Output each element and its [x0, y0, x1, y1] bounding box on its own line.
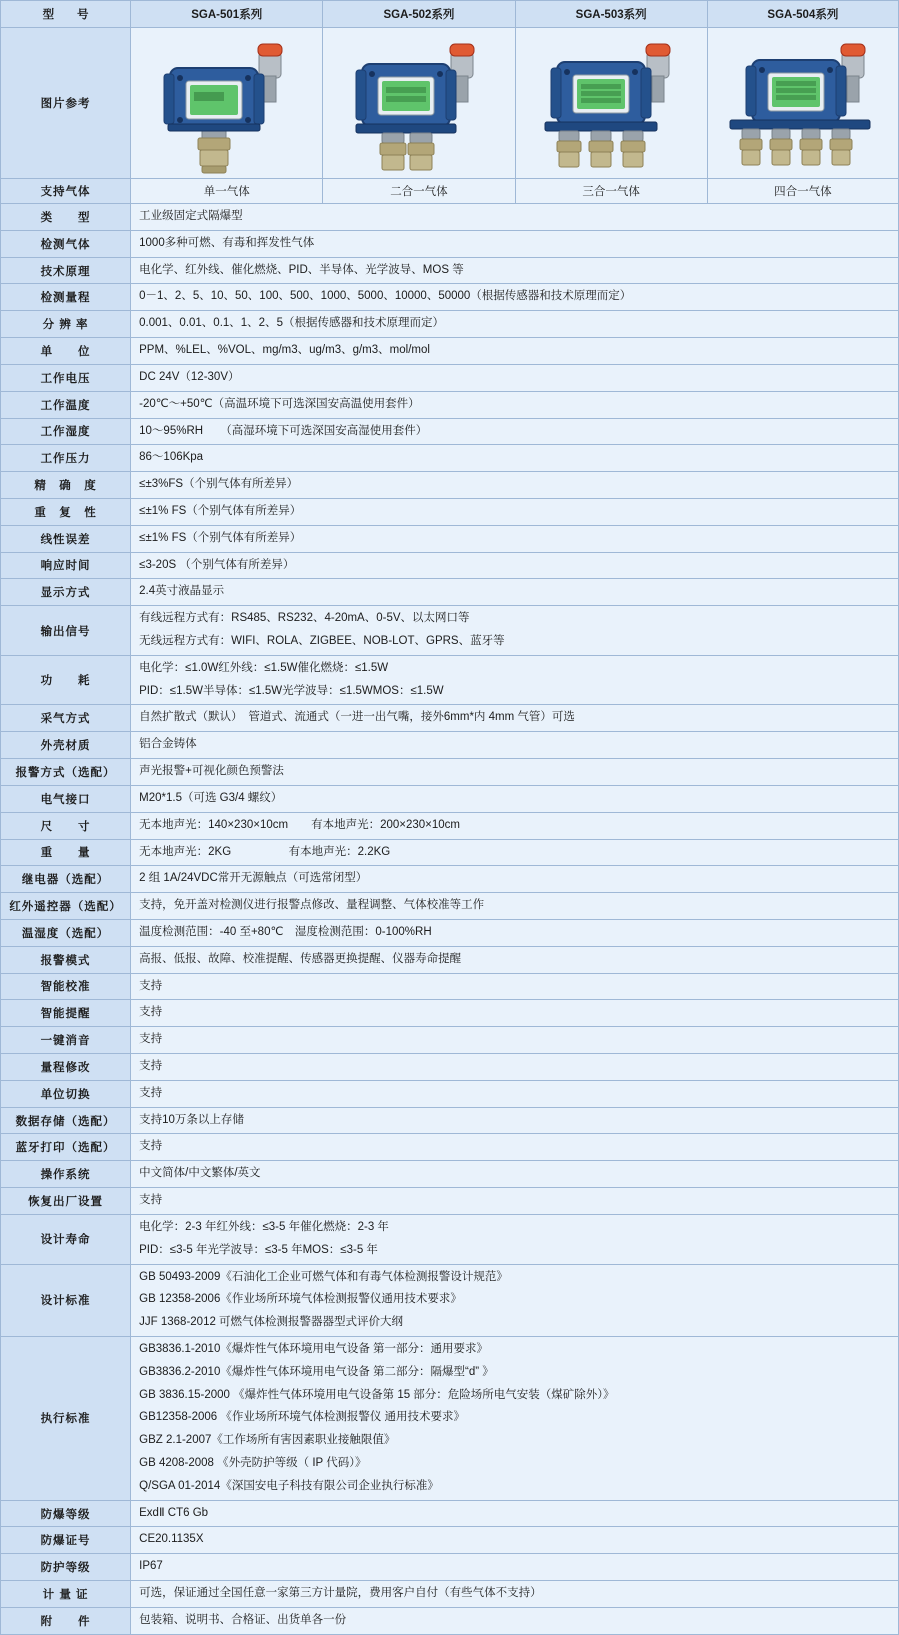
table-row: [1, 973, 899, 1000]
product-image-502: [323, 28, 515, 179]
row-label: 响应时间: [1, 552, 131, 579]
row-value: 无本地声光：140×230×10cm 有本地声光：200×230×10cm: [131, 812, 899, 839]
table-row-lifespan: [1, 1214, 899, 1264]
table-row-output-signal: [1, 606, 899, 656]
lifespan-line-1: [139, 1219, 890, 1237]
row-value: 支持: [131, 973, 899, 1000]
row-value: 2.4英寸液晶显示: [131, 579, 899, 606]
row-value-design-standard: [131, 1264, 899, 1336]
table-row-power: [1, 655, 899, 705]
row-value: 无本地声光：2KG 有本地声光：2.2KG: [131, 839, 899, 866]
detector-illustration-4: [708, 28, 898, 178]
row-label-image-reference: 图片参考: [1, 28, 131, 179]
table-row: [1, 391, 899, 418]
lifespan-infrared: 红外线：≤3-5 年: [216, 1220, 301, 1233]
lifespan-electrochemical: 电化学：2-3 年: [139, 1220, 217, 1233]
table-row: [1, 893, 899, 920]
product-image-503: [515, 28, 707, 179]
row-value: 支持: [131, 1000, 899, 1027]
row-label: 工作温度: [1, 391, 131, 418]
row-label: 红外遥控器（选配）: [1, 893, 131, 920]
product-image-504: [707, 28, 898, 179]
lifespan-pid: PID：≤3-5 年: [139, 1243, 208, 1256]
row-value: 支持: [131, 1027, 899, 1054]
row-label: 技术原理: [1, 257, 131, 284]
row-value: 0.001、0.01、0.1、1、2、5（根据传感器和技术原理而定）: [131, 311, 899, 338]
row-value-output-signal: [131, 606, 899, 656]
row-label: 检测量程: [1, 284, 131, 311]
row-label-design-standard: 设计标准: [1, 1264, 131, 1336]
power-line-1: [139, 660, 890, 678]
row-value: 2 组 1A/24VDC常开无源触点（可选常闭型）: [131, 866, 899, 893]
table-row: [1, 732, 899, 759]
row-value: 声光报警+可视化颜色预警法: [131, 759, 899, 786]
row-label: 蓝牙打印（选配）: [1, 1134, 131, 1161]
row-label: 显示方式: [1, 579, 131, 606]
power-catalytic: 催化燃烧：≤1.5W: [297, 661, 389, 674]
row-label: 防爆证号: [1, 1527, 131, 1554]
lifespan-line-2: [139, 1242, 890, 1260]
gas-support-4: 四合一气体: [707, 179, 898, 204]
row-value: 10～95%RH （高湿环境下可选深国安高湿使用套件）: [131, 418, 899, 445]
table-row: [1, 525, 899, 552]
row-value: 包装箱、说明书、合格证、出货单各一份: [131, 1607, 899, 1634]
table-row: [1, 418, 899, 445]
power-pid: PID：≤1.5W: [139, 684, 203, 697]
row-label: 单 位: [1, 338, 131, 365]
exec-standard-line: GB12358-2006 《作业场所环境气体检测报警仪 通用技术要求》: [139, 1411, 466, 1424]
row-value: 温度检测范围：-40 至+80℃ 湿度检测范围：0-100%RH: [131, 919, 899, 946]
product-image-501: [131, 28, 323, 179]
exec-standard-line: GB 3836.15-2000 《爆炸性气体环境用电气设备第 15 部分：危险场所电气安装（煤矿除外）》: [139, 1388, 615, 1401]
table-row: [1, 1080, 899, 1107]
design-standard-line: GB 12358-2006《作业场所环境气体检测报警仪通用技术要求》: [139, 1293, 462, 1306]
table-row-gas-support: [1, 179, 899, 204]
lifespan-catalytic: 催化燃烧：2-3 年: [300, 1220, 389, 1233]
row-value: 高报、低报、故障、校准提醒、传感器更换提醒、仪器寿命提醒: [131, 946, 899, 973]
row-label: 计 量 证: [1, 1581, 131, 1608]
row-value: 86～106Kpa: [131, 445, 899, 472]
exec-standard-line: Q/SGA 01-2014《深国安电子科技有限公司企业执行标准》: [139, 1479, 439, 1492]
power-line-2: [139, 683, 890, 701]
table-row: [1, 257, 899, 284]
row-label: 防爆等级: [1, 1500, 131, 1527]
table-row: [1, 785, 899, 812]
exec-standard-line: GB 4208-2008 《外壳防护等级（ IP 代码）》: [139, 1457, 367, 1469]
power-semiconductor: 半导体：≤1.5W: [202, 684, 283, 697]
row-value: ≤±1% FS（个别气体有所差异）: [131, 498, 899, 525]
detector-illustration-3: [516, 28, 707, 178]
table-row: [1, 552, 899, 579]
row-label-model: 型 号: [1, 1, 131, 28]
row-value: 支持: [131, 1134, 899, 1161]
model-header-4: SGA-504系列: [707, 1, 898, 28]
row-value: 可选，保证通过全国任意一家第三方计量院，费用客户自付（有些气体不支持）: [131, 1581, 899, 1608]
row-label: 采气方式: [1, 705, 131, 732]
table-row: [1, 946, 899, 973]
detector-illustration-2: [323, 28, 514, 178]
table-row: [1, 1607, 899, 1634]
table-row: [1, 812, 899, 839]
power-infrared: 红外线：≤1.5W: [218, 661, 298, 674]
table-row: [1, 311, 899, 338]
row-label: 单位切换: [1, 1080, 131, 1107]
row-label: 外壳材质: [1, 732, 131, 759]
table-row: [1, 472, 899, 499]
model-header-2: SGA-502系列: [323, 1, 515, 28]
row-label: 操作系统: [1, 1161, 131, 1188]
lifespan-optical-waveguide: 光学波导：≤3-5 年: [207, 1243, 303, 1256]
table-row-model: [1, 1, 899, 28]
table-row-exec-standard: [1, 1336, 899, 1500]
row-label-gas-support: 支持气体: [1, 179, 131, 204]
row-value: PPM、%LEL、%VOL、mg/m3、ug/m3、g/m3、mol/mol: [131, 338, 899, 365]
exec-standard-line: GB3836.2-2010《爆炸性气体环境用电气设备 第二部分：隔爆型“d” 》: [139, 1365, 494, 1378]
row-value: ≤±1% FS（个别气体有所差异）: [131, 525, 899, 552]
table-row: [1, 1000, 899, 1027]
row-label: 报警方式（选配）: [1, 759, 131, 786]
table-row: [1, 919, 899, 946]
row-value: IP67: [131, 1554, 899, 1581]
table-row: [1, 1188, 899, 1215]
row-label: 工作压力: [1, 445, 131, 472]
table-row: [1, 230, 899, 257]
row-value-power: [131, 655, 899, 705]
row-label: 工作电压: [1, 364, 131, 391]
table-row: [1, 1500, 899, 1527]
gas-support-3: 三合一气体: [515, 179, 707, 204]
table-row-design-standard: [1, 1264, 899, 1336]
row-value: 支持: [131, 1080, 899, 1107]
row-value: 支持10万条以上存储: [131, 1107, 899, 1134]
row-label: 工作湿度: [1, 418, 131, 445]
row-label: 尺 寸: [1, 812, 131, 839]
row-value: 1000多种可燃、有毒和挥发性气体: [131, 230, 899, 257]
table-row: [1, 364, 899, 391]
row-label: 重 复 性: [1, 498, 131, 525]
table-row: [1, 839, 899, 866]
row-label: 智能校准: [1, 973, 131, 1000]
table-row: [1, 204, 899, 231]
row-value-lifespan: [131, 1214, 899, 1264]
row-label: 精 确 度: [1, 472, 131, 499]
row-label-power: 功 耗: [1, 655, 131, 705]
table-row: [1, 866, 899, 893]
table-row: [1, 1161, 899, 1188]
row-label: 恢复出厂设置: [1, 1188, 131, 1215]
exec-standard-line: GBZ 2.1-2007《工作场所有害因素职业接触限值》: [139, 1434, 396, 1447]
table-row: [1, 1527, 899, 1554]
row-label: 继电器（选配）: [1, 866, 131, 893]
model-header-3: SGA-503系列: [515, 1, 707, 28]
table-row-images: [1, 28, 899, 179]
output-signal-wired: 有线远程方式有：RS485、RS232、4-20mA、0-5V、以太网口等: [139, 612, 470, 625]
row-value: 中文简体/中文繁体/英文: [131, 1161, 899, 1188]
output-signal-wireless: 无线远程方式有：WIFI、ROLA、ZIGBEE、NOB-LOT、GPRS、蓝牙等: [139, 635, 505, 647]
row-label: 温湿度（选配）: [1, 919, 131, 946]
detector-illustration-1: [131, 28, 322, 178]
power-electrochemical: 电化学：≤1.0W: [139, 661, 219, 674]
gas-support-2: 二合一气体: [323, 179, 515, 204]
row-label: 检测气体: [1, 230, 131, 257]
row-label: 防护等级: [1, 1554, 131, 1581]
row-value: ≤±3%FS（个别气体有所差异）: [131, 472, 899, 499]
row-value: 工业级固定式隔爆型: [131, 204, 899, 231]
table-row: [1, 759, 899, 786]
row-value: CE20.1135X: [131, 1527, 899, 1554]
row-value: M20*1.5（可选 G3/4 螺纹）: [131, 785, 899, 812]
row-value: 自然扩散式（默认） 管道式、流通式（一进一出气嘴，接外6mm*内 4mm 气管）可选: [131, 705, 899, 732]
row-value: 支持，免开盖对检测仪进行报警点修改、量程调整、气体校准等工作: [131, 893, 899, 920]
row-value: 电化学、红外线、催化燃烧、PID、半导体、光学波导、MOS 等: [131, 257, 899, 284]
row-value-exec-standard: [131, 1336, 899, 1500]
lifespan-mos: MOS：≤3-5 年: [302, 1243, 378, 1256]
row-value: ExdⅡ CT6 Gb: [131, 1500, 899, 1527]
exec-standard-line: GB3836.1-2010《爆炸性气体环境用电气设备 第一部分：通用要求》: [139, 1342, 489, 1355]
row-label: 线性误差: [1, 525, 131, 552]
row-label: 电气接口: [1, 785, 131, 812]
design-standard-line: JJF 1368-2012 可燃气体检测报警器器型式评价大纲: [139, 1316, 404, 1329]
row-label: 类 型: [1, 204, 131, 231]
table-row: [1, 1554, 899, 1581]
table-row: [1, 705, 899, 732]
row-label: 附 件: [1, 1607, 131, 1634]
row-value: 铝合金铸体: [131, 732, 899, 759]
row-label: 数据存储（选配）: [1, 1107, 131, 1134]
table-row: [1, 1027, 899, 1054]
row-value: 0－1、2、5、10、50、100、500、1000、5000、10000、50000（根据传感器和技术原理而定）: [131, 284, 899, 311]
table-row: [1, 1054, 899, 1081]
table-row: [1, 1107, 899, 1134]
design-standard-line: GB 50493-2009《石油化工企业可燃气体和有毒气体检测报警设计规范》: [139, 1270, 508, 1283]
row-label: 重 量: [1, 839, 131, 866]
row-label: 一键消音: [1, 1027, 131, 1054]
table-row: [1, 579, 899, 606]
row-label: 报警模式: [1, 946, 131, 973]
row-label-lifespan: 设计寿命: [1, 1214, 131, 1264]
power-mos: MOS：≤1.5W: [372, 684, 444, 697]
model-header-1: SGA-501系列: [131, 1, 323, 28]
row-label-exec-standard: 执行标准: [1, 1336, 131, 1500]
table-row: [1, 284, 899, 311]
row-label-output-signal: 输出信号: [1, 606, 131, 656]
table-row: [1, 338, 899, 365]
table-row: [1, 1581, 899, 1608]
table-row: [1, 445, 899, 472]
row-label: 分 辨 率: [1, 311, 131, 338]
row-label: 量程修改: [1, 1054, 131, 1081]
gas-support-1: 单一气体: [131, 179, 323, 204]
table-row: [1, 1134, 899, 1161]
power-optical-waveguide: 光学波导：≤1.5W: [282, 684, 373, 697]
row-label: 智能提醒: [1, 1000, 131, 1027]
row-value: ≤3-20S （个别气体有所差异）: [131, 552, 899, 579]
row-value: 支持: [131, 1188, 899, 1215]
table-row: [1, 498, 899, 525]
row-value: DC 24V（12-30V）: [131, 364, 899, 391]
row-value: -20℃～+50℃（高温环境下可选深国安高温使用套件）: [131, 391, 899, 418]
row-value: 支持: [131, 1054, 899, 1081]
